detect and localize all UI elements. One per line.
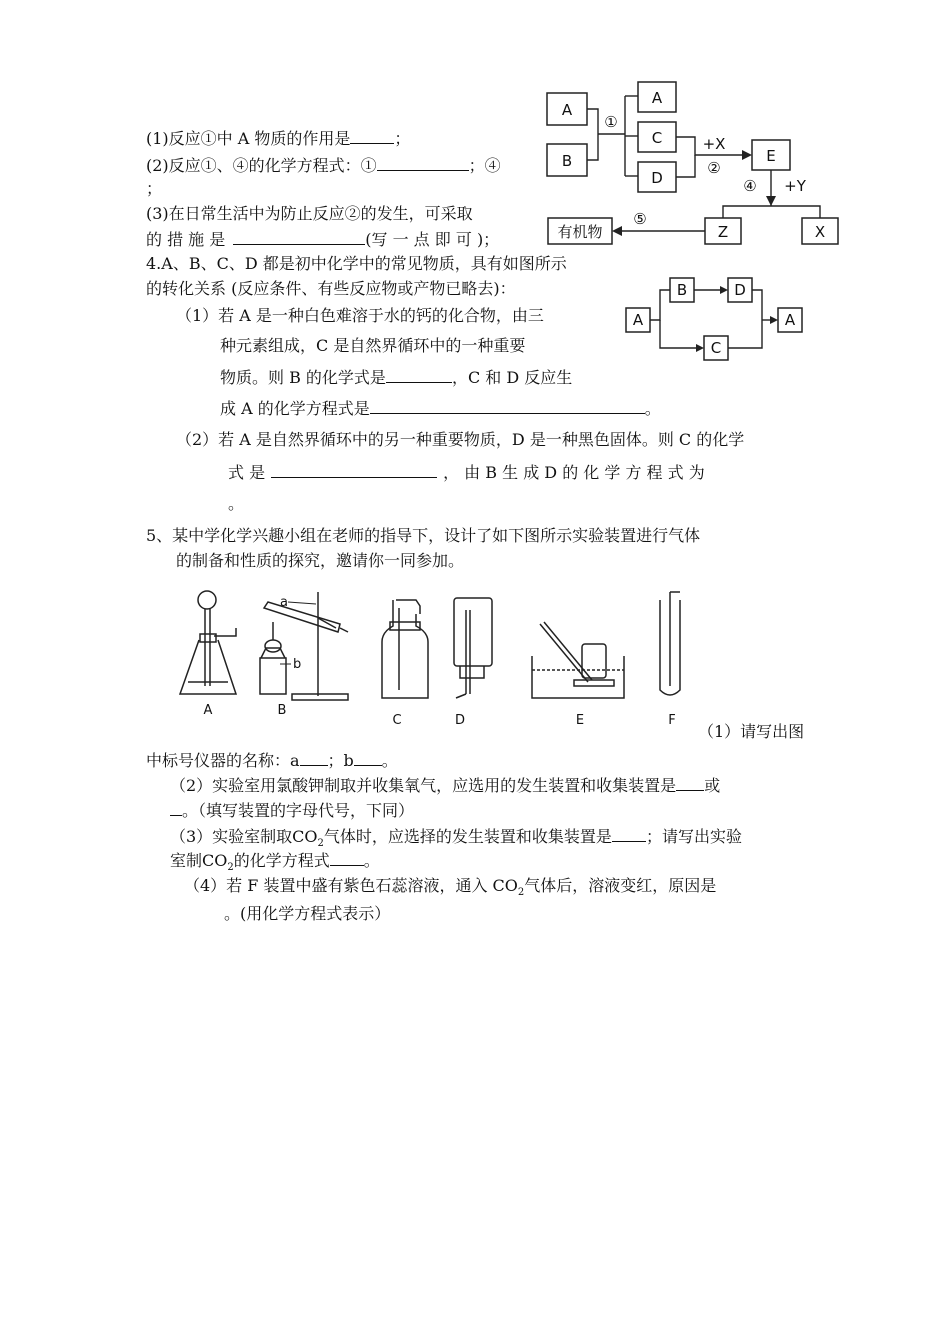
svg-text:A: A <box>561 101 573 119</box>
answer-blank-b[interactable] <box>354 750 382 766</box>
svg-text:E: E <box>766 147 776 165</box>
q4-p1-line4: 成 A 的化学方程式是 。 <box>220 399 661 418</box>
answer-blank-a[interactable] <box>300 750 328 766</box>
svg-text:有机物: 有机物 <box>557 223 603 241</box>
q5-s3-line1: （3）实验室制取$CO_2$气体时，应选择的发生装置和收集装置是 ；请写出实验 <box>170 827 742 850</box>
svg-text:E: E <box>575 713 585 728</box>
svg-text:D: D <box>454 713 466 728</box>
svg-text:B: B <box>561 152 573 170</box>
svg-text:F: F <box>668 713 676 728</box>
q5-line2: 的制备和性质的探究，邀请你一同参加。 <box>176 551 465 570</box>
svg-text:A: A <box>203 703 213 718</box>
svg-text:①: ① <box>604 113 618 131</box>
q5-s4-line2: 。(用化学方程式表示） <box>224 904 391 923</box>
q3-line1: (1)反应①中 A 物质的作用是 ； <box>146 129 411 148</box>
svg-text:A: A <box>632 311 644 329</box>
answer-blank[interactable] <box>330 850 364 866</box>
q3-line2-cont: ； <box>146 179 163 198</box>
answer-blank[interactable] <box>350 128 394 144</box>
svg-text:②: ② <box>707 159 721 177</box>
answer-blank[interactable] <box>370 398 645 414</box>
svg-text:B: B <box>676 281 688 299</box>
svg-text:C: C <box>710 339 722 357</box>
svg-text:D: D <box>651 169 663 187</box>
svg-text:b: b <box>293 657 302 672</box>
svg-text:D: D <box>734 281 746 299</box>
q5-s1-right: （1）请写出图 <box>698 722 805 741</box>
svg-text:+Y: +Y <box>784 177 806 195</box>
apparatus-e <box>532 622 624 698</box>
apparatus-b <box>260 592 348 700</box>
svg-text:A: A <box>784 311 796 329</box>
svg-text:C: C <box>651 129 663 147</box>
q4-p2-line3: 。 <box>228 494 245 513</box>
q5-s2-line2: 。（填写装置的字母代号，下同） <box>170 800 414 821</box>
answer-blank[interactable] <box>612 826 646 842</box>
answer-blank[interactable] <box>170 800 182 816</box>
q3-line2: (2)反应①、④的化学方程式：① ；④ <box>146 156 501 175</box>
q5-s3-line2: 室制$CO_2$的化学方程式 。 <box>170 851 380 874</box>
apparatus-c <box>382 600 428 698</box>
q4-p2-line1: （2）若 A 是自然界循环中的另一种重要物质，D 是一种黑色固体。则 C 的化学 <box>176 430 745 449</box>
answer-blank[interactable] <box>271 462 437 478</box>
q5-s4-line1: （4）若 F 装置中盛有紫色石蕊溶液，通入 $CO_2$气体后，溶液变红，原因是 <box>184 876 717 899</box>
q5-s1-line: 中标号仪器的名称：a ；b 。 <box>146 751 398 770</box>
q4-p1-line1: （1）若 A 是一种白色难溶于水的钙的化合物，由三 <box>176 306 544 325</box>
q4-p1-line3: 物质。则 B 的化学式是 ，C 和 D 反应生 <box>220 368 573 387</box>
q4-line1: 4.A、B、C、D 都是初中化学中的常见物质，具有如图所示 <box>146 254 567 273</box>
apparatus-figure <box>170 586 710 731</box>
q3-line3: (3)在日常生活中为防止反应②的发生，可采取 <box>146 204 473 223</box>
q4-p2-line2: 式 是 ， 由 B 生 成 D 的 化 学 方 程 式 为 <box>228 463 705 482</box>
reaction-diagram-1 <box>540 78 850 248</box>
answer-blank[interactable] <box>233 229 365 245</box>
svg-text:+X: +X <box>702 135 726 153</box>
q4-p1-line2: 种元素组成，C 是自然界循环中的一种重要 <box>220 336 526 355</box>
svg-text:a: a <box>280 595 288 610</box>
apparatus-f <box>660 592 680 695</box>
q5-line1: 5、某中学化学兴趣小组在老师的指导下，设计了如下图所示实验装置进行气体 <box>146 526 701 545</box>
svg-text:B: B <box>277 703 287 718</box>
q3-line4: 的 措 施 是 (写 一 点 即 可 )； <box>146 230 500 249</box>
svg-text:④: ④ <box>743 177 757 195</box>
q4-line2: 的转化关系 (反应条件、有些反应物或产物已略去)： <box>146 279 516 298</box>
q5-s2-line1: （2）实验室用氯酸钾制取并收集氧气，应选用的发生装置和收集装置是 或 <box>170 776 721 795</box>
svg-text:X: X <box>814 223 826 241</box>
svg-text:Z: Z <box>717 223 729 241</box>
answer-blank[interactable] <box>676 775 704 791</box>
reaction-diagram-2 <box>622 274 808 366</box>
apparatus-a <box>180 591 236 694</box>
answer-blank[interactable] <box>386 367 452 383</box>
apparatus-d <box>454 598 492 698</box>
svg-text:A: A <box>651 89 663 107</box>
answer-blank[interactable] <box>377 155 469 171</box>
svg-text:⑤: ⑤ <box>633 210 647 228</box>
svg-text:C: C <box>392 713 402 728</box>
